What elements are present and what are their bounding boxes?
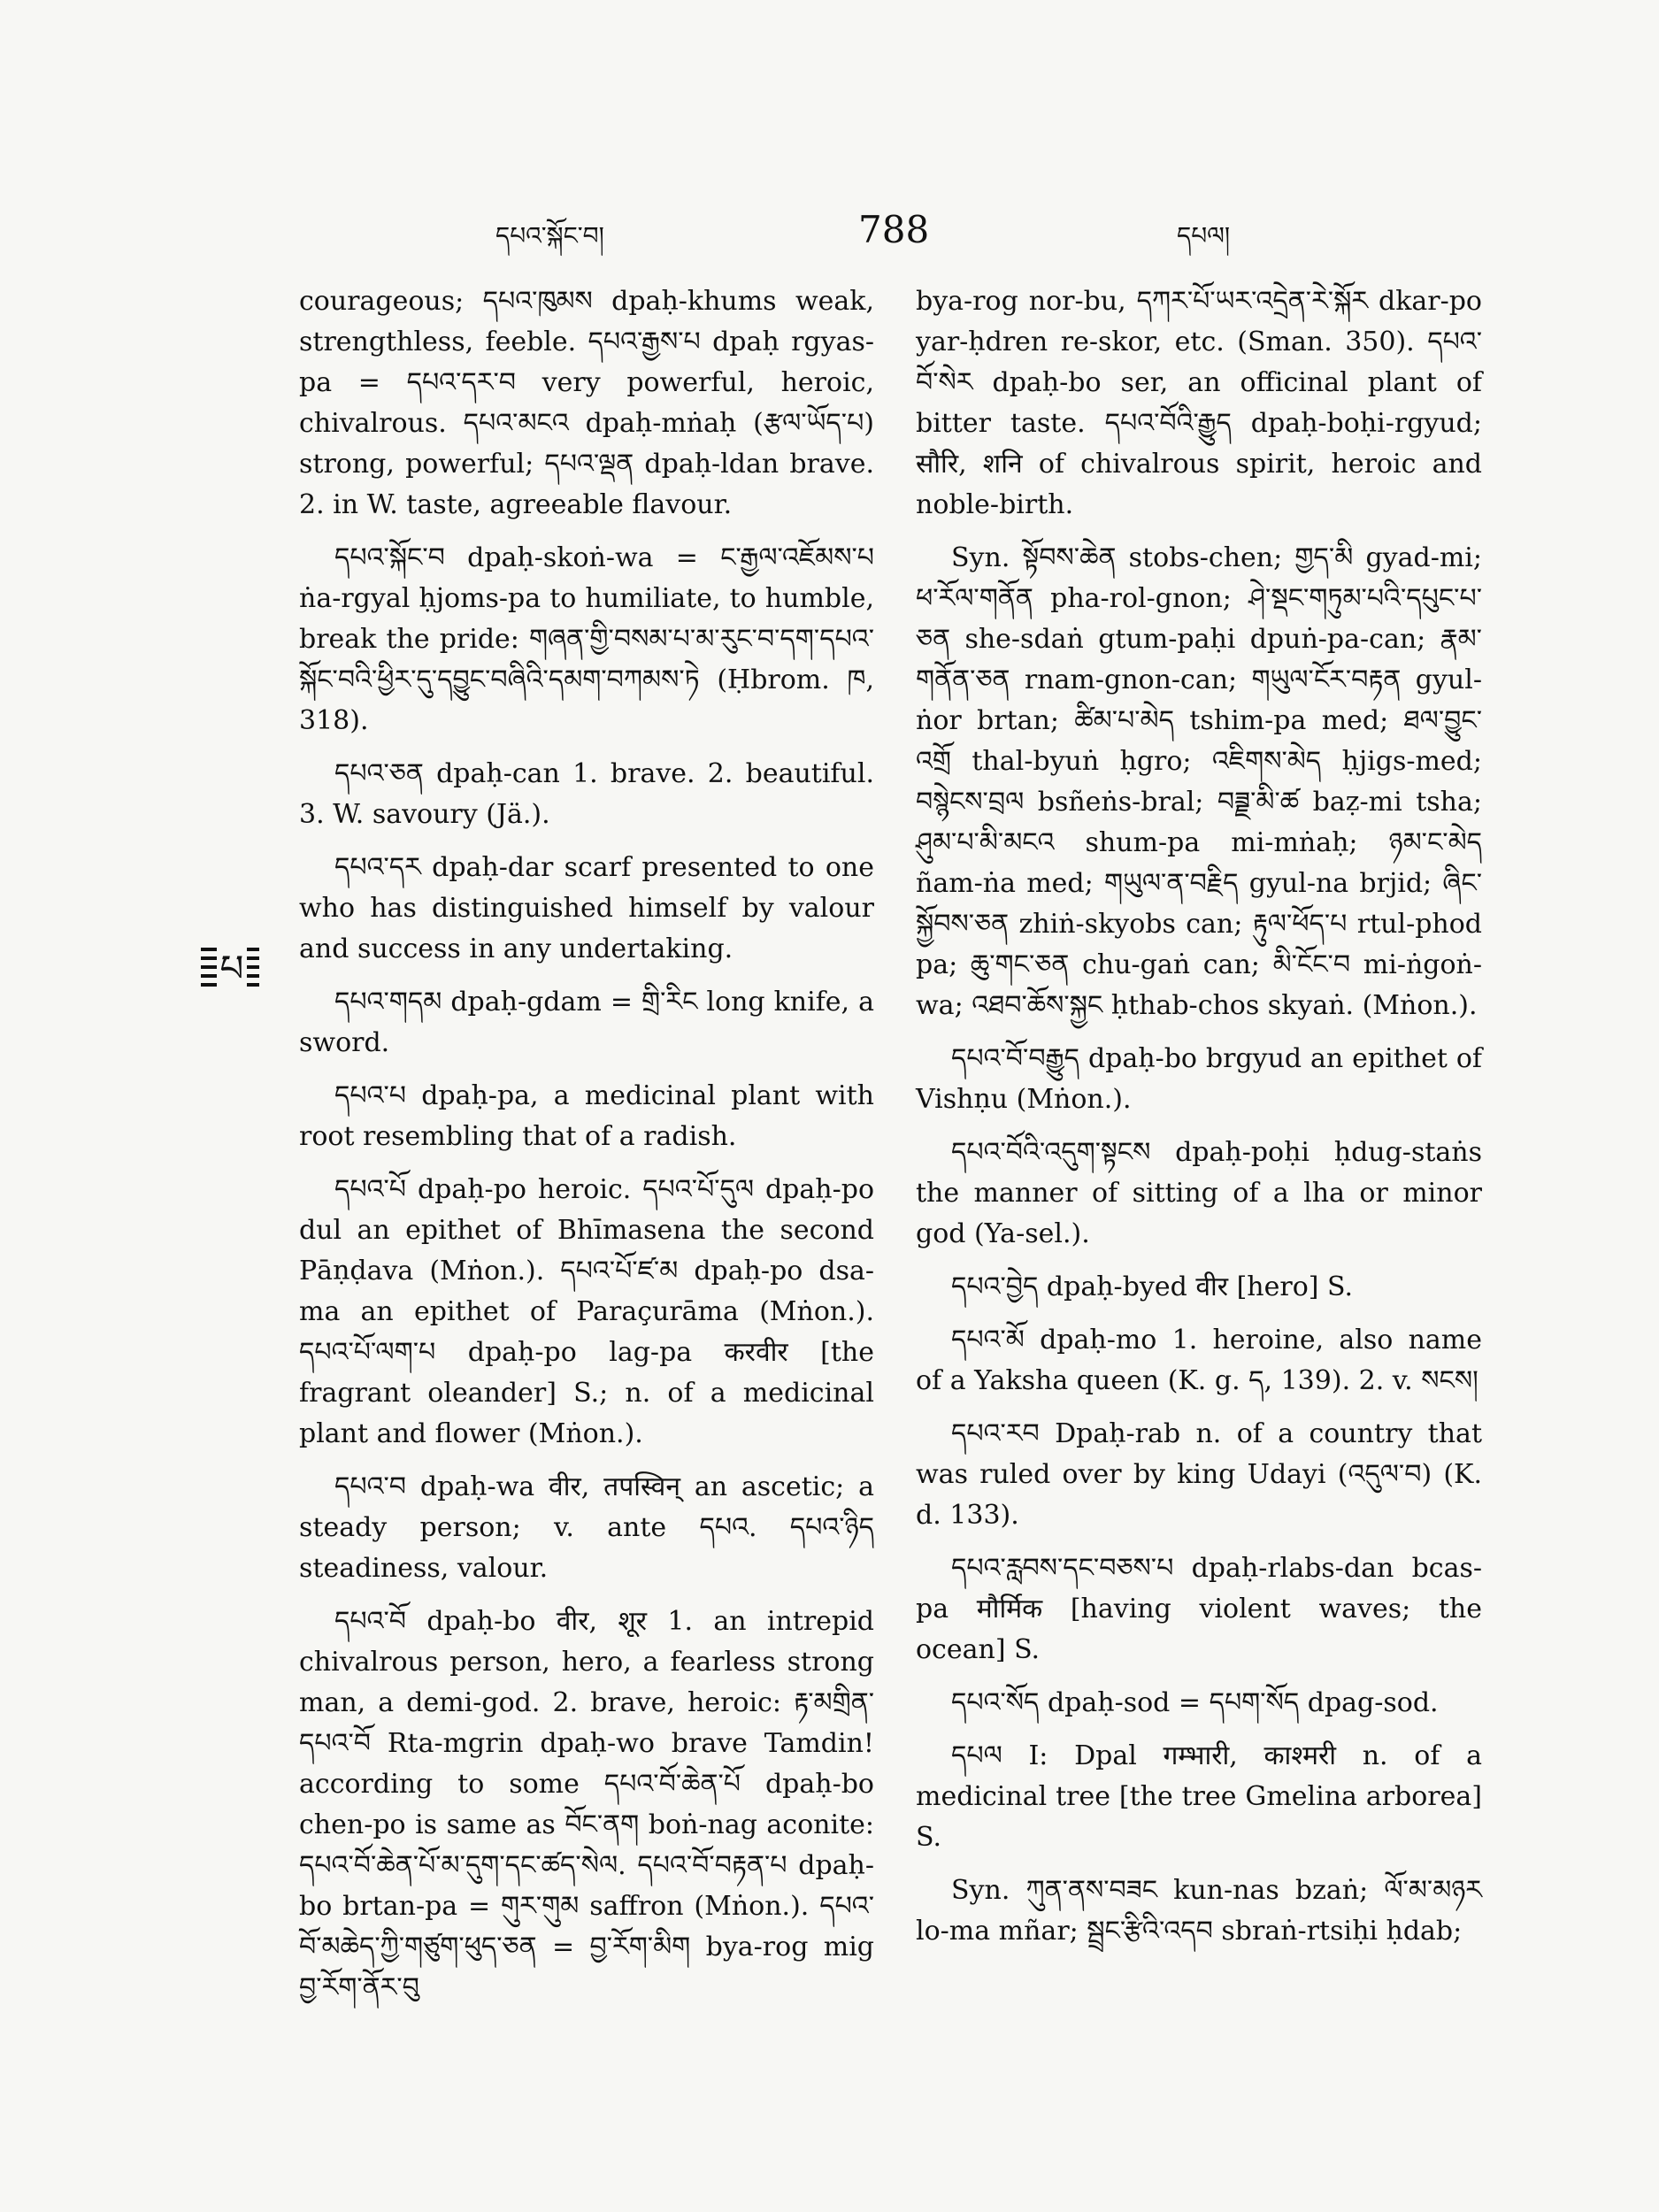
right-column [916, 281, 1482, 1964]
entry: དཔའ་མོ dpaḥ-mo 1. heroine, also name of a Yaksha queen (K. g. ད, 139). 2. v. སངས། [916, 1325, 1482, 1396]
entry: དཔའ་རབ Dpaḥ-rab n. of a country that was ruled over by king Udayi (འདུལ་བ) (K. d. 133). [916, 1418, 1482, 1531]
entry: Syn. ཀུན་ནས་བཟང kun-nas bzaṅ; ལོ་མ་མཉར lo-ma mñar; སྦྲང་རྩིའི་འདབ sbraṅ-rtsiḥi ḥdab; [916, 1875, 1482, 1947]
left-running-headword: དཔའ་སྐོང་བ། [495, 221, 604, 250]
entry: དཔའ་བོའི་འདུག་སྟངས dpaḥ-poḥi ḥdug-staṅs the manner of sitting of a lha or minor god (Ya-sel.). [916, 1137, 1482, 1249]
entry: དཔའ་བོ dpaḥ-bo वीर, शूर 1. an intrepid chivalrous person, hero, a fearless strong man, a demi-god. 2. brave, heroic: རྟ་མགྲིན་དཔའ་བོ Rta-mgrin dpaḥ-wo brave Tamdin! according to some དཔའ་བོ་ཆེན་པོ dpaḥ-bo chen-po is same as བོང་ནག boṅ-nag aconite: དཔའ་བོ་ཆེན་པོ་མ་དུག་དང་ཚད་སེལ. དཔའ་བོ་བརྟན་པ dpaḥ-bo brtan-pa = གུར་གུམ saffron (Mṅon.). དཔའ་བོ་མཆེད་ཀྱི་གཙུག་ཕུད་ཅན = བྱ་རོག་མིག bya-rog mig བྱ་རོག་ནོར་བུ [299, 1606, 874, 2003]
entry: དཔའ་གདམ dpaḥ-gdam = གྲི་རིང long knife, a sword. [299, 987, 874, 1058]
left-column [299, 281, 874, 2021]
margin-letter: པ [219, 947, 244, 990]
entry: དཔའ་པ dpaḥ-pa, a medicinal plant with root resembling that of a radish. [299, 1080, 874, 1152]
entry: དཔའ་རླབས་དང་བཅས་པ dpaḥ-rlabs-dan bcas-pa मौर्मिक [having violent waves; the ocean] S. [916, 1553, 1482, 1665]
entry: དཔའ་ཅན dpaḥ-can 1. brave. 2. beautiful. 3. W. savoury (Jä.). [299, 758, 874, 830]
entry: དཔའ་བོ་བརྒྱུད dpaḥ-bo brgyud an epithet of Vishṇu (Mṅon.). [916, 1043, 1482, 1115]
right-running-headword: དཔལ། [1177, 221, 1231, 250]
page-header [292, 208, 1460, 261]
entry: དཔལ I: Dpal गम्भारी, काश्मरी n. of a medicinal tree [the tree Gmelina arborea] S. [916, 1740, 1482, 1853]
margin-letter-mark [199, 942, 261, 992]
entry: Syn. སྟོབས་ཆེན stobs-chen; གྱད་མི gyad-mi; ཕ་རོལ་གནོན pha-rol-gnon; ཤེ་སྡང་གཏུམ་པའི་དཔུང་པ་ཅན she-sdaṅ gtum-paḥi dpuṅ-pa-can; རྣམ་གནོན་ཅན rnam-gnon-can; གཡུལ་ངོར་བརྟན gyul-ṅor brtan; ཚིམ་པ་མེད tshim-pa med; ཐལ་བྱུང་འགྲོ thal-byuṅ ḥgro; འཇིགས་མེད ḥjigs-med; བསྙེངས་བྲལ bsñeṅs-bral; བཟྗ་མི་ཚ baẓ-mi tsha; ཤུམ་པ་མི་མངའ shum-pa mi-mṅaḥ; ཉམ་ང་མེད ñam-ṅa med; གཡུལ་ན་བརྗིད gyul-na brjid; ཞིང་སྐྱོབས་ཅན zhiṅ-skyobs can; རྟུལ་ཕོད་པ rtul-phod pa; ཆུ་གང་ཅན chu-gaṅ can; མི་ངོང་བ mi-ṅgoṅ-wa; འཐབ་ཆོས་སྐྱང ḥthab-chos skyaṅ. (Mṅon.). [916, 542, 1482, 1021]
page-number: 788 [858, 208, 930, 251]
entry: courageous; དཔའ་ཁུམས dpaḥ-khums weak, strengthless, feeble. དཔའ་རྒྱས་པ dpaḥ rgyas-pa = དཔའ་དར་བ very powerful, heroic, chivalrous. དཔའ་མངའ dpaḥ-mṅaḥ (རྩལ་ཡོད་པ) strong, powerful; དཔའ་ལྡན dpaḥ-ldan brave. 2. in W. taste, agreeable flavour. [299, 286, 874, 520]
entry: དཔའ་སོད dpaḥ-sod = དཔག་སོད dpag-sod. [951, 1687, 1439, 1718]
entry: དཔའ་བ dpaḥ-wa वीर, तपस्विन् an ascetic; a steady person; v. ante དཔའ. དཔའ་ཉིད steadiness, valour. [299, 1471, 874, 1584]
entry: དཔའ་པོ dpaḥ-po heroic. དཔའ་པོ་དུལ dpaḥ-po dul an epithet of Bhīmasena the second Pāṇḍava (Mṅon.). དཔའ་པོ་ཛ་མ dpaḥ-po dsa-ma an epithet of Paraçurāma (Mṅon.). དཔའ་པོ་ལག་པ dpaḥ-po lag-pa करवीर [the fragrant oleander] S.; n. of a medicinal plant and flower (Mṅon.). [299, 1174, 874, 1449]
entry: དཔའ་སྐོང་བ dpaḥ-skoṅ-wa = ང་རྒྱལ་འཇོམས་པ ṅa-rgyal ḥjoms-pa to humiliate, to humble, break the pride: གཞན་གྱི་བསམ་པ་མ་རུང་བ་དག་དཔའ་སྐོང་བའི་ཕྱིར་དུ་དབྱུང་བཞིའི་དམག་བཀམས་ཏེ (Ḥbrom. ཁ, 318). [299, 542, 874, 736]
entry: དཔའ་དར dpaḥ-dar scarf presented to one who has distinguished himself by valour and success in any undertaking. [299, 852, 874, 964]
entry: bya-rog nor-bu, དཀར་པོ་ཡར་འདྲེན་རེ་སྐོར dkar-po yar-ḥdren re-skor, etc. (Sman. 350). དཔའ་བོ་སེར dpaḥ-bo ser, an officinal plant of bitter taste. དཔའ་བོའི་རྒྱུད dpaḥ-boḥi-rgyud; सौरि, शनि of chivalrous spirit, heroic and noble-birth. [916, 286, 1482, 520]
entry: དཔའ་བྱེད dpaḥ-byed वीर [hero] S. [951, 1271, 1354, 1302]
